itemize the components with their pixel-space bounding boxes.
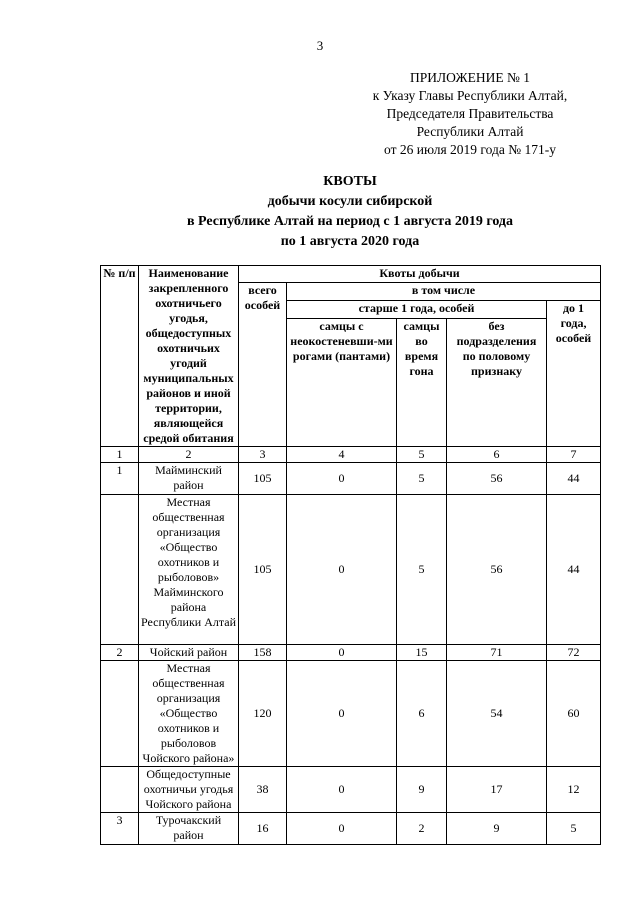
row-under1: 5 (547, 813, 601, 845)
header-name: Наименование закрепленного охотничьего угодья, общедоступных охотничьих угодий муниципальных районов и иной территории, являющейся средой обитания (139, 266, 239, 447)
row-no-sex: 71 (447, 645, 547, 661)
row-under1: 72 (547, 645, 601, 661)
table-row-district (101, 463, 601, 495)
header-including: в том числе (287, 283, 601, 301)
column-number-row (101, 447, 601, 463)
row-under1: 44 (547, 495, 601, 645)
row-total: 105 (239, 463, 287, 495)
row-males-rut: 9 (397, 767, 447, 813)
row-males-antlers: 0 (287, 661, 397, 767)
table-row-district (101, 645, 601, 661)
appendix-line: от 26 июля 2019 года № 171-у (384, 142, 556, 157)
header-quotas: Квоты добычи (239, 266, 601, 283)
document-title (100, 172, 600, 252)
row-num (101, 767, 139, 813)
row-no-sex: 56 (447, 495, 547, 645)
row-num (101, 495, 139, 645)
appendix-line: Председателя Правительства (386, 106, 554, 121)
row-males-antlers: 0 (287, 645, 397, 661)
row-name: Майминский район (139, 463, 239, 495)
row-total: 16 (239, 813, 287, 845)
appendix-line: ПРИЛОЖЕНИЕ № 1 (409, 70, 531, 85)
column-number: 5 (397, 447, 447, 463)
row-no-sex: 9 (447, 813, 547, 845)
row-no-sex: 54 (447, 661, 547, 767)
column-number: 6 (447, 447, 547, 463)
row-total: 38 (239, 767, 287, 813)
column-number: 3 (239, 447, 287, 463)
title-line: добычи косули сибирской (267, 194, 433, 209)
row-name: Турочакский район (139, 813, 239, 845)
header-no-sex: без подразделения по половому признаку (447, 319, 547, 447)
column-number: 7 (547, 447, 601, 463)
row-num: 1 (101, 463, 139, 495)
appendix-header (340, 69, 600, 159)
header-males-antlers: самцы с неокостеневши-ми рогами (пантами) (287, 319, 397, 447)
row-under1: 60 (547, 661, 601, 767)
column-number: 2 (139, 447, 239, 463)
row-males-rut: 2 (397, 813, 447, 845)
row-males-antlers: 0 (287, 463, 397, 495)
row-no-sex: 17 (447, 767, 547, 813)
row-no-sex: 56 (447, 463, 547, 495)
row-total: 158 (239, 645, 287, 661)
quota-table (100, 265, 601, 845)
table-row-district (101, 813, 601, 845)
table-row (101, 767, 601, 813)
header-older: старше 1 года, особей (287, 301, 547, 319)
column-number: 4 (287, 447, 397, 463)
row-males-antlers: 0 (287, 813, 397, 845)
title-line: в Республике Алтай на период с 1 августа 2019 года (186, 214, 514, 229)
row-total: 105 (239, 495, 287, 645)
header-num: № п/п (101, 266, 139, 447)
header-under1: до 1 года, особей (547, 301, 601, 447)
row-num (101, 661, 139, 767)
row-males-rut: 6 (397, 661, 447, 767)
row-name: Местная общественная организация «Общество охотников и рыболовов» Майминского района Республики Алтай (139, 495, 239, 645)
title-line: по 1 августа 2020 года (280, 234, 420, 249)
header-total: всего особей (239, 283, 287, 447)
row-males-antlers: 0 (287, 495, 397, 645)
row-total: 120 (239, 661, 287, 767)
table-row (101, 495, 601, 645)
appendix-line: к Указу Главы Республики Алтай, (372, 88, 568, 103)
appendix-line: Республики Алтай (416, 124, 524, 139)
row-males-rut: 5 (397, 495, 447, 645)
row-name: Чойский район (139, 645, 239, 661)
row-under1: 12 (547, 767, 601, 813)
row-males-rut: 5 (397, 463, 447, 495)
row-num: 3 (101, 813, 139, 845)
page-number: 3 (316, 38, 324, 53)
row-name: Общедоступные охотничьи угодья Чойского района (139, 767, 239, 813)
row-under1: 44 (547, 463, 601, 495)
row-males-antlers: 0 (287, 767, 397, 813)
row-males-rut: 15 (397, 645, 447, 661)
row-num: 2 (101, 645, 139, 661)
title-line: КВОТЫ (323, 174, 377, 189)
row-name: Местная общественная организация «Общество охотников и рыболовов Чойского района» (139, 661, 239, 767)
header-males-rut: самцы во время гона (397, 319, 447, 447)
column-number: 1 (101, 447, 139, 463)
table-row (101, 661, 601, 767)
